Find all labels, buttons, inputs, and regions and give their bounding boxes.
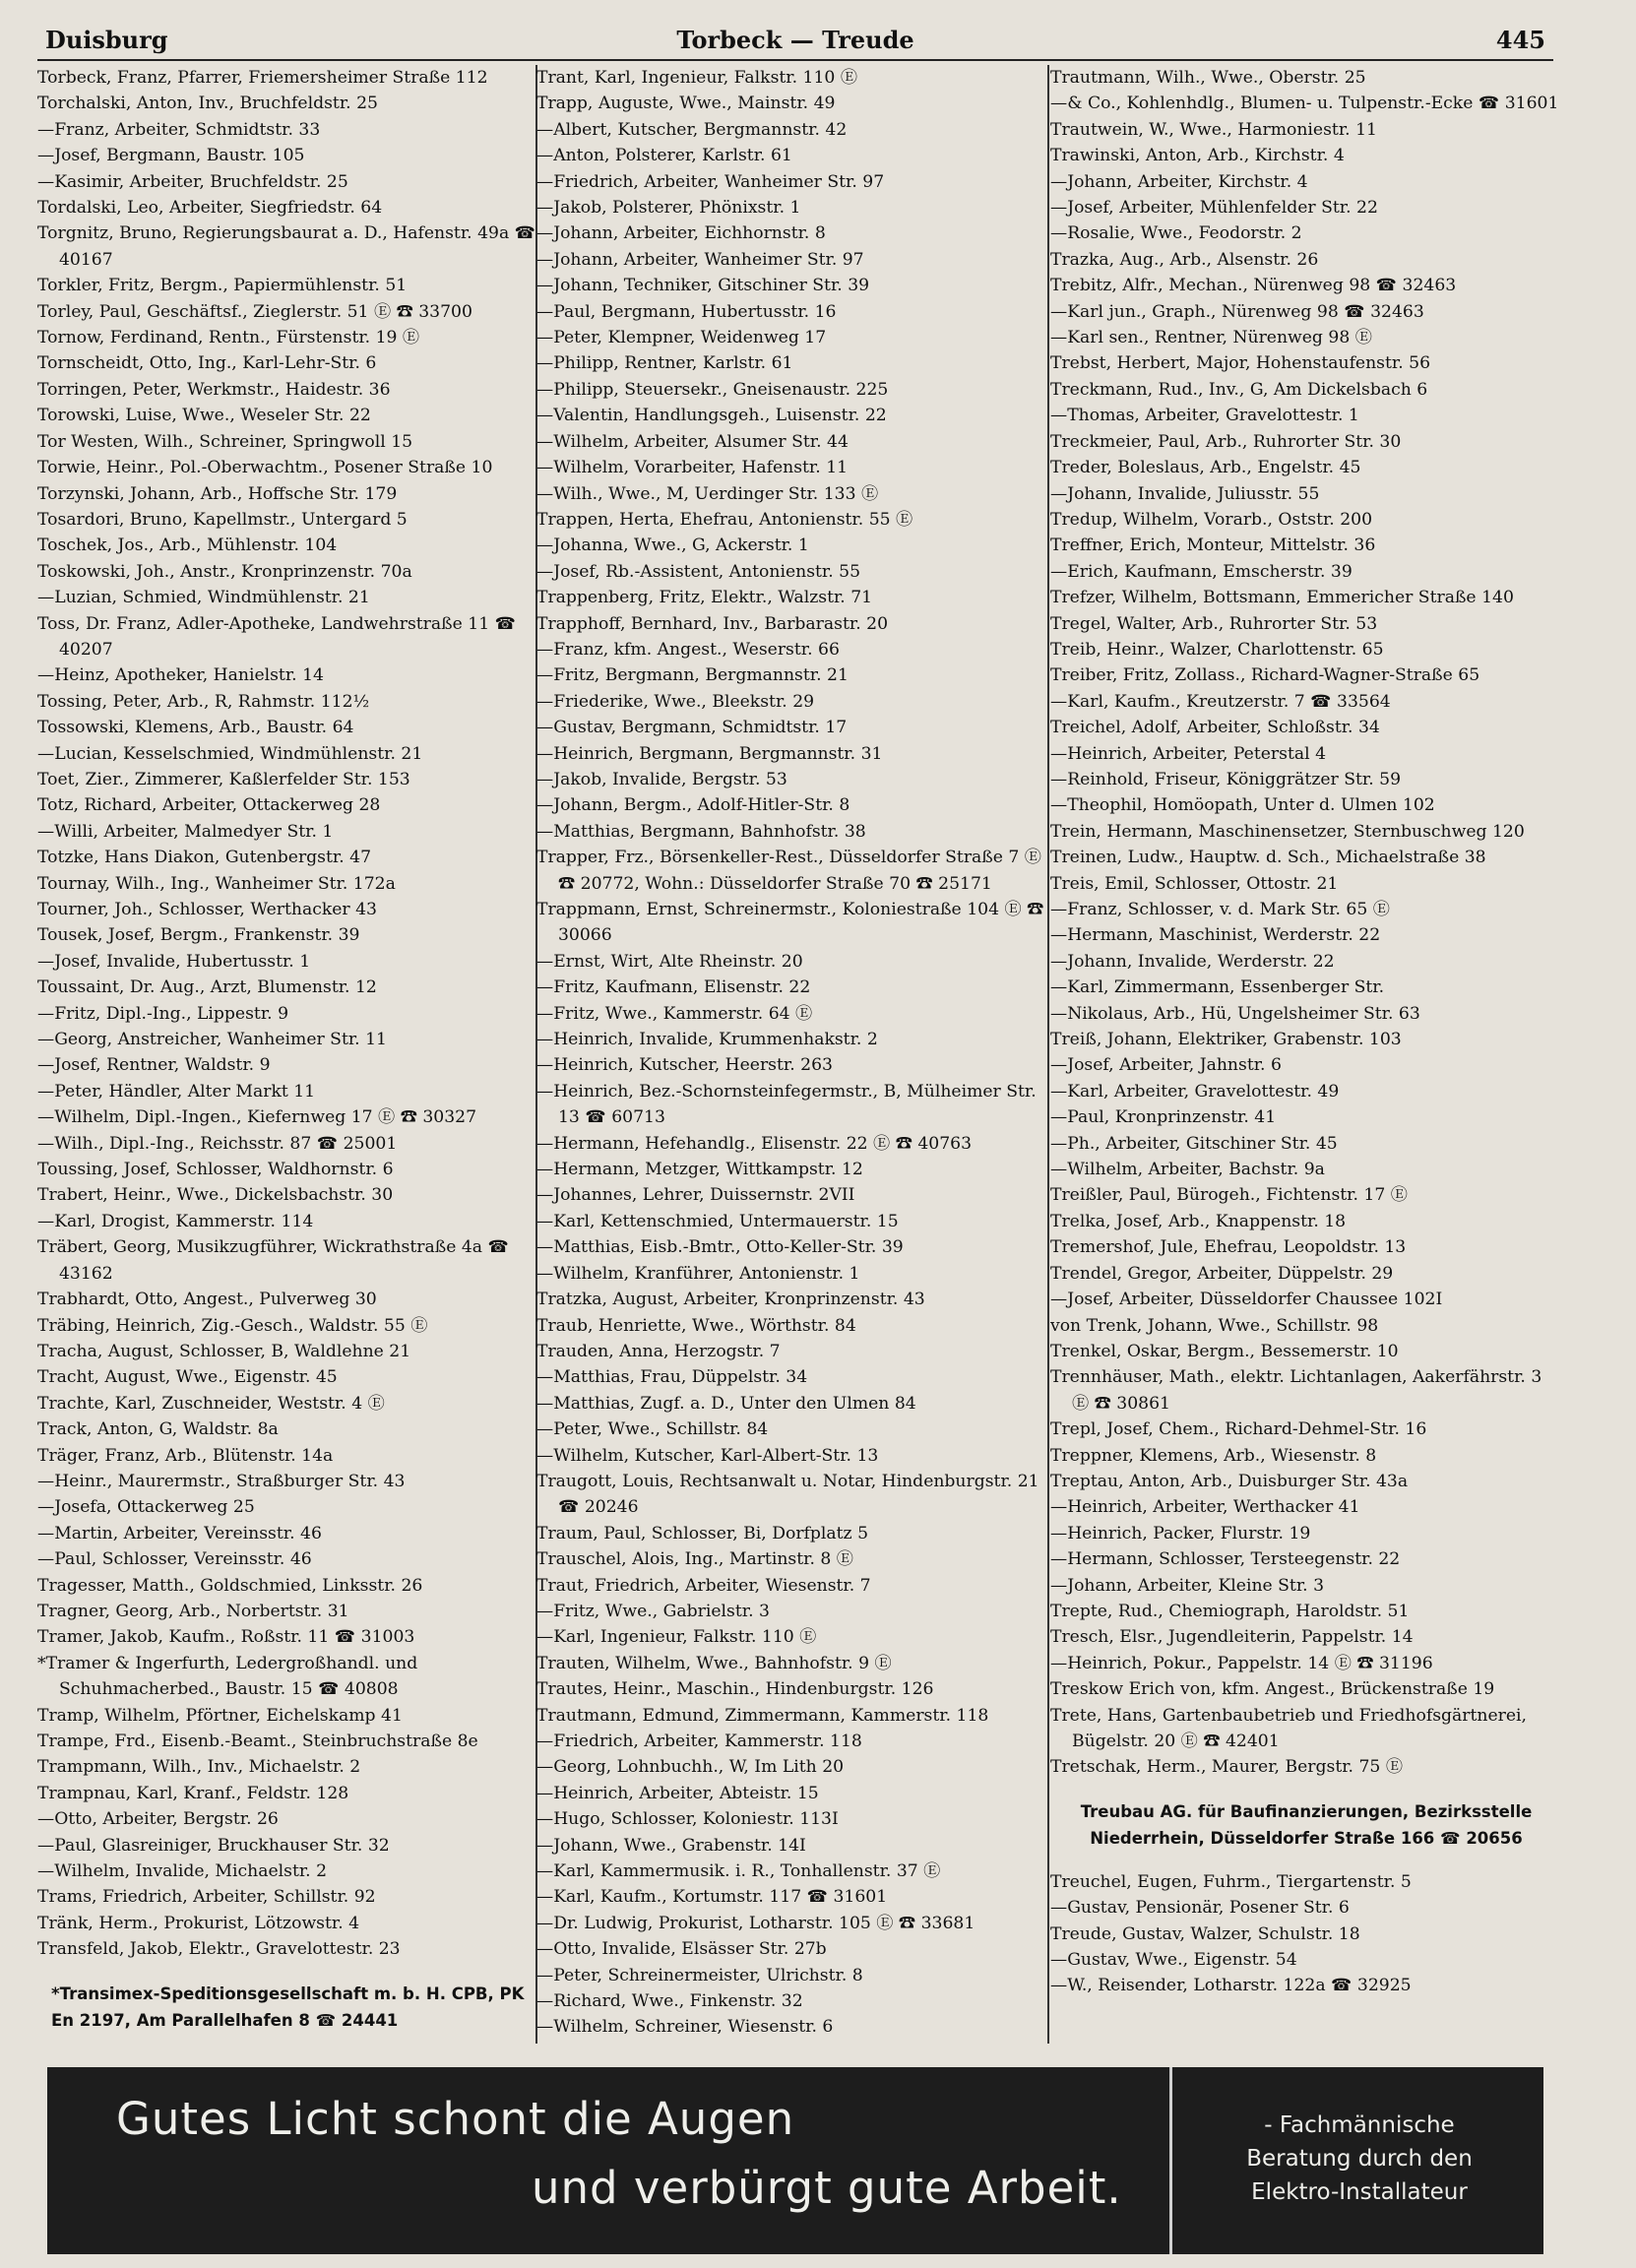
banner-side-line: Elektro-Installateur [1251,2179,1468,2205]
directory-entry: —Peter, Klempner, Weidenweg 17 [536,328,827,348]
directory-entry: Tretschak, Herm., Maurer, Bergstr. 75 Ⓔ [1050,1757,1404,1778]
directory-entry: Trautwein, W., Wwe., Harmoniestr. 11 [1050,119,1377,140]
directory-entry: —Erich, Kaufmann, Emscherstr. 39 [1050,561,1353,582]
directory-entry: Tordalski, Leo, Arbeiter, Siegfriedstr. 64 [37,198,383,219]
directory-entry: —Fritz, Kaufmann, Elisenstr. 22 [536,977,811,998]
directory-entry: Trebst, Herbert, Major, Hohenstaufenstr. 56 [1050,353,1431,374]
directory-entry: —Otto, Invalide, Elsässer Str. 27b [536,1939,827,1960]
directory-entry: Trautes, Heinr., Maschin., Hindenburgstr. 126 [536,1679,934,1700]
directory-entry: Trappenberg, Fritz, Elektr., Walzstr. 71 [536,588,873,608]
directory-entry: Trete, Hans, Gartenbaubetrieb und Friedhofsgärtnerei, Bügelstr. 20 Ⓔ ☎ 42401 [1050,1705,1527,1751]
directory-entry: —& Co., Kohlenhdlg., Blumen- u. Tulpenstr.-Ecke ☎ 31601 [1050,94,1559,114]
directory-entry: —Richard, Wwe., Finkenstr. 32 [536,1991,803,2012]
directory-entry: —W., Reisender, Lotharstr. 122a ☎ 32925 [1050,1976,1412,1996]
directory-entry: Trennhäuser, Math., elektr. Lichtanlagen, Aakerfährstr. 3 Ⓔ ☎ 30861 [1050,1367,1542,1414]
directory-entry: Treib, Heinr., Walzer, Charlottenstr. 65 [1050,639,1384,660]
directory-entry: —Paul, Glasreiniger, Bruckhauser Str. 32 [37,1835,390,1856]
directory-entry: Torchalski, Anton, Inv., Bruchfeldstr. 25 [37,94,378,114]
directory-entry: Trendel, Gregor, Arbeiter, Düppelstr. 29 [1050,1263,1394,1284]
directory-entry: —Karl sen., Rentner, Nürenweg 98 Ⓔ [1050,328,1372,348]
directory-entry: —Friedrich, Arbeiter, Wanheimer Str. 97 [536,171,885,192]
directory-entry: —Jakob, Polsterer, Phönixstr. 1 [536,198,801,219]
directory-entry: —Heinrich, Bez.-Schornsteinfegermstr., B, Mülheimer Str. 13 ☎ 60713 [536,1081,1037,1128]
directory-entry: —Wilhelm, Invalide, Michaelstr. 2 [37,1861,328,1882]
directory-entry: Trappen, Herta, Ehefrau, Antonienstr. 55 Ⓔ [536,509,913,530]
directory-entry: —Wilhelm, Kranführer, Antonienstr. 1 [536,1263,860,1284]
directory-entry: —Johann, Invalide, Werderstr. 22 [1050,951,1335,972]
directory-entry: Tredup, Wilhelm, Vorarb., Oststr. 200 [1050,509,1373,530]
directory-entry: Tousek, Josef, Bergm., Frankenstr. 39 [37,925,360,946]
directory-entry: —Wilh., Dipl.-Ing., Reichsstr. 87 ☎ 25001 [37,1133,398,1154]
directory-entry: —Hermann, Schlosser, Tersteegenstr. 22 [1050,1549,1401,1570]
directory-entry: Tornow, Ferdinand, Rentn., Fürstenstr. 19 Ⓔ [37,328,420,348]
directory-entry: Treptau, Anton, Arb., Duisburger Str. 43a [1050,1471,1409,1491]
header-city: Duisburg [45,26,168,54]
directory-entry: —Karl, Kaufm., Kortumstr. 117 ☎ 31601 [536,1887,888,1908]
directory-entry: Traum, Paul, Schlosser, Bi, Dorfplatz 5 [536,1523,869,1544]
directory-entry: —Wilhelm, Schreiner, Wiesenstr. 6 [536,2017,834,2038]
directory-entry: —Johann, Arbeiter, Kirchstr. 4 [1050,171,1308,192]
directory-entry: —Matthias, Eisb.-Bmtr., Otto-Keller-Str. 39 [536,1237,904,1258]
directory-entry: Toussaint, Dr. Aug., Arzt, Blumenstr. 12 [37,977,377,998]
directory-entry: Tränk, Herm., Prokurist, Lötzowstr. 4 [37,1913,360,1933]
directory-entry: Totz, Richard, Arbeiter, Ottackerweg 28 [37,795,381,816]
directory-entry: Tregel, Walter, Arb., Ruhrorter Str. 53 [1050,613,1378,634]
directory-entry: —Georg, Anstreicher, Wanheimer Str. 11 [37,1030,387,1050]
directory-entry: —Johann, Bergm., Adolf-Hitler-Str. 8 [536,795,850,816]
directory-entry: —Josef, Arbeiter, Mühlenfelder Str. 22 [1050,198,1378,219]
directory-entry: —Josef, Invalide, Hubertusstr. 1 [37,951,311,972]
directory-entry: —Johann, Wwe., Grabenstr. 14I [536,1835,806,1856]
directory-entry: —Heinrich, Bergmann, Bergmannstr. 31 [536,743,883,764]
banner-side-line: Beratung durch den [1246,2146,1473,2172]
directory-entry: Treckmeier, Paul, Arb., Ruhrorter Str. 30 [1050,431,1402,452]
directory-entry: —Reinhold, Friseur, Königgrätzer Str. 59 [1050,769,1402,789]
directory-entry: Treppner, Klemens, Arb., Wiesenstr. 8 [1050,1445,1377,1466]
directory-entry: Trabert, Heinr., Wwe., Dickelsbachstr. 30 [37,1185,394,1206]
directory-entry: —Paul, Kronprinzenstr. 41 [1050,1107,1277,1128]
directory-entry: —Theophil, Homöopath, Unter d. Ulmen 102 [1050,795,1435,816]
directory-entry: —Peter, Schreinermeister, Ulrichstr. 8 [536,1965,863,1985]
directory-entry: Trampe, Frd., Eisenb.-Beamt., Steinbruchstraße 8e [37,1732,478,1751]
directory-entry: Treiß, Johann, Elektriker, Grabenstr. 103 [1050,1030,1402,1050]
directory-entry: Treiber, Fritz, Zollass., Richard-Wagner-Straße 65 [1050,665,1480,686]
column-1 [37,65,549,2034]
directory-entry: Trein, Hermann, Maschinensetzer, Sternbuschweg 120 [1050,821,1525,842]
directory-entry: —Heinrich, Kutscher, Heerstr. 263 [536,1055,833,1076]
directory-entry: —Johann, Arbeiter, Wanheimer Str. 97 [536,249,864,270]
directory-entry: —Franz, Schlosser, v. d. Mark Str. 65 Ⓔ [1050,900,1390,919]
directory-entry: Tremershof, Jule, Ehefrau, Leopoldstr. 13 [1050,1237,1407,1258]
advert-notice: *Transimex-Speditionsgesellschaft m. b. H. CPB, PK En 2197, Am Parallelhafen 8 ☎ 24441 [51,1984,525,2030]
directory-entry: —Dr. Ludwig, Prokurist, Lotharstr. 105 Ⓔ ☎ 33681 [536,1913,975,1933]
directory-entry: —Johanna, Wwe., G, Ackerstr. 1 [536,536,809,556]
directory-entry: —Gustav, Wwe., Eigenstr. 54 [1050,1950,1297,1971]
directory-entry: Trampnau, Karl, Kranf., Feldstr. 128 [37,1783,349,1803]
directory-entry: Toet, Zier., Zimmerer, Kaßlerfelder Str. 153 [37,769,410,789]
directory-entry: —Franz, kfm. Angest., Weserstr. 66 [536,639,840,660]
page-header [37,26,1553,59]
directory-entry: Trapper, Frz., Börsenkeller-Rest., Düsseldorfer Straße 7 Ⓔ ☎ 20772, Wohn.: Düsseldorfer Straße 70 ☎ 25171 [536,848,1041,894]
directory-entry: Treude, Gustav, Walzer, Schulstr. 18 [1050,1923,1360,1944]
directory-entry: Tracht, August, Wwe., Eigenstr. 45 [37,1367,338,1388]
directory-entry: —Lucian, Kesselschmied, Windmühlenstr. 21 [37,743,423,764]
column-3 [1050,65,1562,1999]
directory-entry: —Fritz, Wwe., Kammerstr. 64 Ⓔ [536,1003,813,1024]
directory-entry: —Wilhelm, Arbeiter, Bachstr. 9a [1050,1160,1325,1180]
directory-entry: Torwie, Heinr., Pol.-Oberwachtm., Posener Straße 10 [37,458,493,478]
banner-side-line: - Fachmännische [1264,2112,1455,2138]
directory-entry: —Johann, Arbeiter, Eichhornstr. 8 [536,223,826,244]
directory-entry: Trawinski, Anton, Arb., Kirchstr. 4 [1050,146,1345,166]
directory-entry: —Heinrich, Arbeiter, Peterstal 4 [1050,743,1327,764]
directory-entry: Torkler, Fritz, Bergm., Papiermühlenstr. 51 [37,276,408,296]
directory-entry: Trauschel, Alois, Ing., Martinstr. 8 Ⓔ [536,1549,853,1570]
directory-entry: —Josef, Rentner, Waldstr. 9 [37,1055,271,1076]
directory-entry: Tossing, Peter, Arb., R, Rahmstr. 112½ [37,691,370,712]
directory-entry: —Josefa, Ottackerweg 25 [37,1497,255,1518]
directory-entry: —Kasimir, Arbeiter, Bruchfeldstr. 25 [37,171,348,192]
directory-entry: —Heinrich, Arbeiter, Abteistr. 15 [536,1783,819,1803]
header-rule [37,59,1553,61]
page-number: 445 [1495,26,1545,54]
directory-entry: —Heinr., Maurermstr., Straßburger Str. 43 [37,1471,406,1491]
directory-entry: Trenkel, Oskar, Bergm., Bessemerstr. 10 [1050,1341,1399,1361]
advert-notice: Treubau AG. für Baufinanzierungen, Bezirksstelle Niederrhein, Düsseldorfer Straße 166 ☎ 20656 [1080,1801,1533,1848]
directory-entry: —Wilhelm, Dipl.-Ingen., Kiefernweg 17 Ⓔ ☎ 30327 [37,1107,477,1128]
directory-entry: —Ernst, Wirt, Alte Rheinstr. 20 [536,951,803,972]
directory-entry: Treißler, Paul, Bürogeh., Fichtenstr. 17 Ⓔ [1050,1185,1408,1206]
directory-entry: Treder, Boleslaus, Arb., Engelstr. 45 [1050,458,1361,478]
directory-entry: Tornscheidt, Otto, Ing., Karl-Lehr-Str. 6 [37,353,377,374]
directory-entry: Tor Westen, Wilh., Schreiner, Springwoll 15 [37,431,413,452]
directory-entry: —Karl, Drogist, Kammerstr. 114 [37,1211,314,1231]
banner-line: und verbürgt gute Arbeit. [532,2162,1122,2214]
directory-entry: Tramer, Jakob, Kaufm., Roßstr. 11 ☎ 31003 [37,1627,415,1648]
directory-entry: —Paul, Bergmann, Hubertusstr. 16 [536,301,837,322]
directory-entry: Toss, Dr. Franz, Adler-Apotheke, Landwehrstraße 11 ☎ 40207 [37,613,516,660]
directory-entry: Tourner, Joh., Schlosser, Werthacker 43 [37,900,377,919]
directory-entry: Trazka, Aug., Arb., Alsenstr. 26 [1050,249,1319,270]
directory-entry: —Ph., Arbeiter, Gitschiner Str. 45 [1050,1133,1338,1154]
banner-main [47,2067,1172,2254]
directory-entry: —Karl, Kaufm., Kreutzerstr. 7 ☎ 33564 [1050,691,1391,712]
directory-entry: —Peter, Wwe., Schillstr. 84 [536,1419,769,1440]
directory-entry: Torzynski, Johann, Arb., Hoffsche Str. 179 [37,483,398,504]
directory-entry: Tragesser, Matth., Goldschmied, Linksstr. 26 [37,1575,423,1596]
directory-entry: Toschek, Jos., Arb., Mühlenstr. 104 [37,536,338,556]
directory-entry: Trant, Karl, Ingenieur, Falkstr. 110 Ⓔ [536,68,858,88]
directory-entry: —Thomas, Arbeiter, Gravelottestr. 1 [1050,406,1359,426]
directory-entry: Trachte, Karl, Zuschneider, Weststr. 4 Ⓔ [37,1393,385,1414]
banner-side [1175,2067,1543,2254]
directory-entry: Torbeck, Franz, Pfarrer, Friemersheimer Straße 112 [37,68,488,88]
directory-entry: Tresch, Elsr., Jugendleiterin, Pappelstr. 14 [1050,1627,1414,1648]
directory-entry: —Karl, Kettenschmied, Untermauerstr. 15 [536,1211,899,1231]
directory-entry: —Karl jun., Graph., Nürenweg 98 ☎ 32463 [1050,301,1424,322]
directory-entry: Trams, Friedrich, Arbeiter, Schillstr. 92 [37,1887,376,1908]
directory-entry: —Johannes, Lehrer, Duissernstr. 2VII [536,1185,855,1206]
directory-entry: —Paul, Schlosser, Vereinsstr. 46 [37,1549,312,1570]
directory-entry: —Martin, Arbeiter, Vereinsstr. 46 [37,1523,322,1544]
directory-entry: Trabhardt, Otto, Angest., Pulverweg 30 [37,1290,377,1310]
directory-entry: Tracha, August, Schlosser, B, Waldlehne 21 [37,1341,411,1361]
directory-entry: Tossowski, Klemens, Arb., Baustr. 64 [37,718,354,738]
directory-entry: Trapphoff, Bernhard, Inv., Barbarastr. 20 [536,613,888,634]
directory-entry: Trapp, Auguste, Wwe., Mainstr. 49 [536,94,836,114]
header-range: Torbeck — Treude [676,26,914,54]
directory-entry: —Hugo, Schlosser, Koloniestr. 113I [536,1809,839,1830]
directory-entry: Träbert, Georg, Musikzugführer, Wickrathstraße 4a ☎ 43162 [37,1237,509,1284]
directory-entry: —Hermann, Hefehandlg., Elisenstr. 22 Ⓔ ☎ 40763 [536,1133,973,1154]
directory-entry: Träger, Franz, Arb., Blütenstr. 14a [37,1445,334,1466]
directory-entry: —Valentin, Handlungsgeh., Luisenstr. 22 [536,406,887,426]
directory-entry: Tournay, Wilh., Ing., Wanheimer Str. 172a [37,873,396,894]
directory-entry: —Rosalie, Wwe., Feodorstr. 2 [1050,223,1302,244]
directory-entry: —Friederike, Wwe., Bleekstr. 29 [536,691,815,712]
directory-entry: Torgnitz, Bruno, Regierungsbaurat a. D., Hafenstr. 49a ☎ 40167 [37,223,536,270]
directory-entry: —Hermann, Maschinist, Werderstr. 22 [1050,925,1381,946]
directory-entry: —Jakob, Invalide, Bergstr. 53 [536,769,787,789]
directory-entry: —Josef, Arbeiter, Jahnstr. 6 [1050,1055,1282,1076]
directory-entry: —Karl, Arbeiter, Gravelottestr. 49 [1050,1081,1340,1102]
directory-entry: Trautmann, Edmund, Zimmermann, Kammerstr. 118 [536,1705,989,1726]
directory-entry: Trampmann, Wilh., Inv., Michaelstr. 2 [37,1757,361,1778]
directory-entry: —Albert, Kutscher, Bergmannstr. 42 [536,119,848,140]
directory-entry: Treskow Erich von, kfm. Angest., Brückenstraße 19 [1050,1679,1495,1700]
directory-entry: —Johann, Arbeiter, Kleine Str. 3 [1050,1575,1325,1596]
directory-entry: —Willi, Arbeiter, Malmedyer Str. 1 [37,821,334,842]
directory-entry: —Fritz, Wwe., Gabrielstr. 3 [536,1601,770,1621]
directory-entry: Torley, Paul, Geschäftsf., Zieglerstr. 51 Ⓔ ☎ 33700 [37,301,472,322]
directory-entry: —Karl, Zimmermann, Essenberger Str. [1050,977,1385,998]
directory-entry: Trauten, Wilhelm, Wwe., Bahnhofstr. 9 Ⓔ [536,1653,892,1673]
directory-entry: —Fritz, Bergmann, Bergmannstr. 21 [536,665,849,686]
directory-entry: —Peter, Händler, Alter Markt 11 [37,1081,316,1102]
directory-entry: —Karl, Ingenieur, Falkstr. 110 Ⓔ [536,1627,817,1648]
directory-entry: —Johann, Techniker, Gitschiner Str. 39 [536,276,870,296]
directory-entry: Trappmann, Ernst, Schreinermstr., Koloniestraße 104 Ⓔ ☎ 30066 [536,900,1044,946]
directory-entry: Traugott, Louis, Rechtsanwalt u. Notar, Hindenburgstr. 21 ☎ 20246 [536,1471,1039,1518]
directory-entry: —Josef, Arbeiter, Düsseldorfer Chaussee 102I [1050,1290,1443,1310]
directory-entry: Transfeld, Jakob, Elektr., Gravelottestr. 23 [37,1939,401,1960]
directory-entry: —Josef, Rb.-Assistent, Antonienstr. 55 [536,561,861,582]
directory-entry: Trefzer, Wilhelm, Bottsmann, Emmericher Straße 140 [1050,588,1514,608]
directory-entry: *Tramer & Ingerfurth, Ledergroßhandl. und Schuhmacherbed., Baustr. 15 ☎ 40808 [37,1653,418,1700]
column-2 [536,65,1048,2041]
directory-entry: —Nikolaus, Arb., Hü, Ungelsheimer Str. 63 [1050,1003,1420,1024]
directory-entry: Träbing, Heinrich, Zig.-Gesch., Waldstr. 55 Ⓔ [37,1315,428,1336]
directory-entry: Tragner, Georg, Arb., Norbertstr. 31 [37,1601,349,1621]
directory-entry: —Gustav, Bergmann, Schmidtstr. 17 [536,718,848,738]
directory-entry: Trepl, Josef, Chem., Richard-Dehmel-Str. 16 [1050,1419,1427,1440]
directory-entry: Treis, Emil, Schlosser, Ottostr. 21 [1050,873,1339,894]
directory-entry: —Matthias, Bergmann, Bahnhofstr. 38 [536,821,866,842]
directory-entry: —Wilh., Wwe., M, Uerdinger Str. 133 Ⓔ [536,483,879,504]
directory-entry: Totzke, Hans Diakon, Gutenbergstr. 47 [37,848,372,868]
directory-entry: —Karl, Kammermusik. i. R., Tonhallenstr. 37 Ⓔ [536,1861,941,1882]
banner-line: Gutes Licht schont die Augen [116,2093,795,2145]
directory-entry: Tratzka, August, Arbeiter, Kronprinzenstr. 43 [536,1290,925,1310]
directory-entry: Tramp, Wilhelm, Pförtner, Eichelskamp 41 [37,1705,403,1726]
directory-entry: —Josef, Bergmann, Baustr. 105 [37,146,305,166]
directory-entry: Trauden, Anna, Herzogstr. 7 [536,1341,781,1361]
advert-banner [47,2067,1543,2254]
directory-entry: Treuchel, Eugen, Fuhrm., Tiergartenstr. 5 [1050,1871,1412,1892]
directory-entry: —Matthias, Zugf. a. D., Unter den Ulmen 84 [536,1393,916,1414]
directory-entry: —Heinrich, Packer, Flurstr. 19 [1050,1523,1311,1544]
entry-list [1050,65,1562,1781]
directory-entry: —Fritz, Dipl.-Ing., Lippestr. 9 [37,1003,289,1024]
directory-entry: —Anton, Polsterer, Karlstr. 61 [536,146,792,166]
directory-entry: von Trenk, Johann, Wwe., Schillstr. 98 [1050,1315,1379,1336]
directory-entry: Trepte, Rud., Chemiograph, Haroldstr. 51 [1050,1601,1410,1621]
directory-entry: Traub, Henriette, Wwe., Wörthstr. 84 [536,1315,856,1336]
directory-entry: Torowski, Luise, Wwe., Weseler Str. 22 [37,406,371,426]
directory-entry: —Wilhelm, Arbeiter, Alsumer Str. 44 [536,431,849,452]
directory-entry: —Wilhelm, Vorarbeiter, Hafenstr. 11 [536,458,849,478]
directory-entry: —Heinrich, Invalide, Krummenhakstr. 2 [536,1030,878,1050]
directory-entry: —Friedrich, Arbeiter, Kammerstr. 118 [536,1732,862,1751]
directory-entry: Treckmann, Rud., Inv., G, Am Dickelsbach 6 [1050,379,1428,400]
directory-entry: Trautmann, Wilh., Wwe., Oberstr. 25 [1050,68,1366,88]
directory-entry: Torringen, Peter, Werkmstr., Haidestr. 36 [37,379,391,400]
directory-entry: Trebitz, Alfr., Mechan., Nürenweg 98 ☎ 32463 [1050,276,1457,296]
directory-entry: —Wilhelm, Kutscher, Karl-Albert-Str. 13 [536,1445,879,1466]
directory-entry: Trelka, Josef, Arb., Knappenstr. 18 [1050,1211,1347,1231]
entry-list [37,65,549,1963]
directory-entry: —Heinrich, Pokur., Pappelstr. 14 Ⓔ ☎ 31196 [1050,1653,1433,1673]
directory-entry: Toussing, Josef, Schlosser, Waldhornstr. 6 [37,1160,394,1180]
directory-entry: Toskowski, Joh., Anstr., Kronprinzenstr. 70a [37,561,412,582]
directory-entry: Tosardori, Bruno, Kapellmstr., Untergard 5 [37,509,408,530]
directory-entry: Traut, Friedrich, Arbeiter, Wiesenstr. 7 [536,1575,871,1596]
directory-entry: —Matthias, Frau, Düppelstr. 34 [536,1367,808,1388]
directory-entry: —Georg, Lohnbuchh., W, Im Lith 20 [536,1757,845,1778]
directory-entry: —Johann, Invalide, Juliusstr. 55 [1050,483,1320,504]
directory-entry: —Hermann, Metzger, Wittkampstr. 12 [536,1160,863,1180]
entry-list [536,65,1048,2041]
directory-entry: Treinen, Ludw., Hauptw. d. Sch., Michaelstraße 38 [1050,848,1486,868]
directory-entry: —Heinrich, Arbeiter, Werthacker 41 [1050,1497,1360,1518]
directory-entry: —Otto, Arbeiter, Bergstr. 26 [37,1809,279,1830]
directory-entry: —Philipp, Steuersekr., Gneisenaustr. 225 [536,379,889,400]
directory-entry: —Franz, Arbeiter, Schmidtstr. 33 [37,119,321,140]
directory-entry: —Philipp, Rentner, Karlstr. 61 [536,353,793,374]
directory-entry: Track, Anton, G, Waldstr. 8a [37,1419,279,1440]
directory-entry: —Luzian, Schmied, Windmühlenstr. 21 [37,588,370,608]
directory-entry: Treichel, Adolf, Arbeiter, Schloßstr. 34 [1050,718,1380,738]
entry-list [1050,1869,1562,1999]
directory-entry: Treffner, Erich, Monteur, Mittelstr. 36 [1050,536,1376,556]
directory-entry: —Heinz, Apotheker, Hanielstr. 14 [37,665,324,686]
directory-entry: —Gustav, Pensionär, Posener Str. 6 [1050,1898,1350,1919]
